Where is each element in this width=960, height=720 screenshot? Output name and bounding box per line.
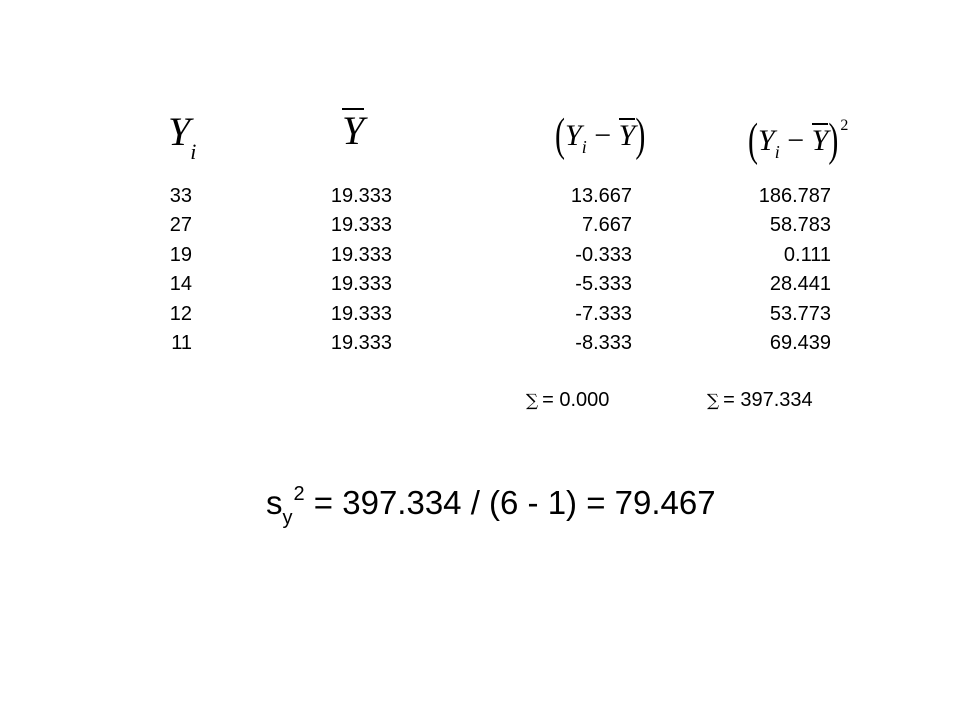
header-sq-exponent: 2 <box>840 117 849 134</box>
variance-subscript: y <box>282 507 293 529</box>
header-ybar-var: Y <box>342 108 365 153</box>
cell-deviation: 13.667 <box>570 185 632 207</box>
cell-deviation: -8.333 <box>575 331 632 354</box>
cell-yi: 33 <box>169 185 192 207</box>
header-sq-ybar: Y <box>811 124 829 157</box>
sigma-icon: ∑ <box>526 391 539 411</box>
header-dev-subscript: i <box>581 137 587 157</box>
sum-squared-value: = 397.334 <box>723 389 813 411</box>
variance-result <box>266 474 716 538</box>
cell-squared: 28.441 <box>769 273 831 296</box>
variance-exponent: 2 <box>293 483 305 505</box>
cell-squared: 53.773 <box>769 302 831 325</box>
header-ybar <box>342 108 364 151</box>
cell-yi: 11 <box>171 331 192 354</box>
header-dev-open-paren: ( <box>555 109 565 161</box>
column-ybar <box>270 182 392 358</box>
cell-squared: 58.783 <box>769 214 831 237</box>
variance-expression: = 397.334 / (6 - 1) = 79.467 <box>304 484 716 521</box>
cell-squared: 69.439 <box>769 331 831 354</box>
header-sq-subscript: i <box>774 142 780 162</box>
column-yi <box>120 182 192 358</box>
cell-yi: 14 <box>169 273 192 296</box>
cell-deviation: -5.333 <box>575 273 632 296</box>
cell-ybar: 19.333 <box>330 185 392 207</box>
cell-deviation: 7.667 <box>581 214 632 237</box>
header-yi-var: Y <box>168 109 191 154</box>
cell-yi: 12 <box>169 302 192 325</box>
cell-ybar: 19.333 <box>330 243 392 266</box>
header-yi <box>168 109 197 164</box>
cell-deviation: -0.333 <box>575 243 632 266</box>
header-squared <box>748 114 849 166</box>
cell-ybar: 19.333 <box>330 214 392 237</box>
cell-squared: 186.787 <box>758 185 831 207</box>
sum-deviation <box>526 388 609 413</box>
header-dev-minus: − <box>586 119 619 152</box>
header-sq-yi: Y <box>758 124 775 157</box>
cell-ybar: 19.333 <box>330 331 392 354</box>
column-deviation <box>500 182 632 358</box>
sum-squared <box>707 388 813 413</box>
header-yi-subscript: i <box>190 139 197 164</box>
cell-yi: 19 <box>169 243 192 266</box>
column-squared <box>700 182 831 358</box>
cell-yi: 27 <box>169 214 192 237</box>
cell-ybar: 19.333 <box>330 273 392 296</box>
header-dev-yi: Y <box>565 119 582 152</box>
header-sq-open-paren: ( <box>748 114 758 166</box>
header-dev-close-paren: ) <box>635 109 646 161</box>
header-dev-ybar: Y <box>618 119 636 152</box>
cell-squared: 0.111 <box>783 243 831 266</box>
cell-deviation: -7.333 <box>575 302 632 325</box>
cell-ybar: 19.333 <box>330 302 392 325</box>
header-deviation <box>555 109 646 161</box>
sum-deviation-value: = 0.000 <box>542 389 610 411</box>
variance-symbol: s <box>266 484 283 521</box>
sigma-icon: ∑ <box>707 391 720 411</box>
header-sq-minus: − <box>779 124 812 157</box>
header-sq-close-paren: ) <box>828 114 839 166</box>
